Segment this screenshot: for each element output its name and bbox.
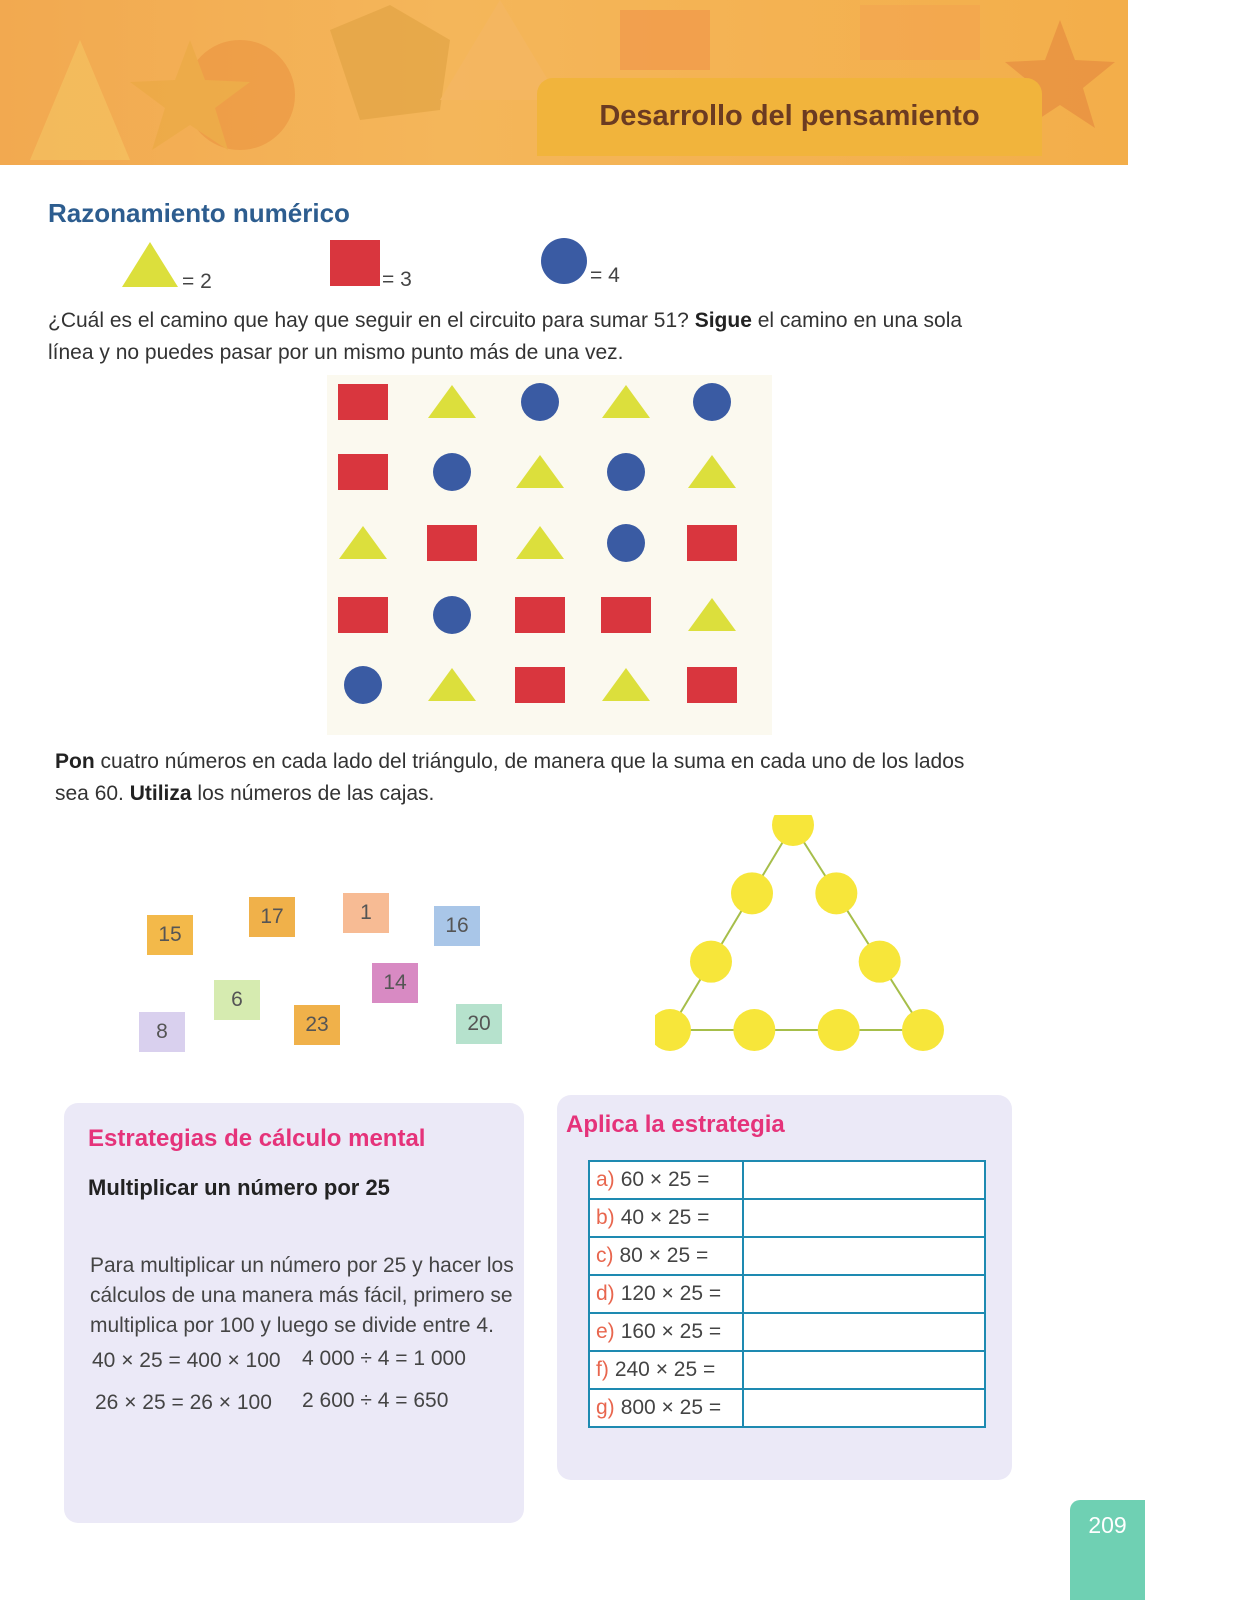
question-1-line-1 (48, 304, 1008, 337)
apply-expression: 120 × 25 = (620, 1282, 722, 1305)
grid-square-r4-c3 (515, 597, 565, 633)
apply-question-cell (589, 1313, 743, 1351)
strategy-example-1a: 40 × 25 = 400 × 100 (92, 1349, 281, 1372)
apply-expression: 80 × 25 = (619, 1244, 709, 1267)
grid-triangle-r2-c5 (688, 455, 736, 488)
apply-row (589, 1275, 985, 1313)
apply-letter: f) (596, 1358, 609, 1381)
question-2-bold-2: Utiliza (129, 782, 192, 805)
number-box-14 (372, 963, 418, 1003)
header-title-box (537, 78, 1042, 156)
apply-question-cell (589, 1389, 743, 1427)
apply-expression: 160 × 25 = (620, 1320, 722, 1343)
grid-triangle-r5-c2 (428, 668, 476, 701)
grid-square-r5-c3 (515, 667, 565, 703)
strategy-example-2a: 26 × 25 = 26 × 100 (95, 1391, 272, 1414)
triangle-edge-2 (793, 825, 923, 1030)
grid-square-r2-c1 (338, 454, 388, 490)
legend-triangle-icon (120, 240, 180, 290)
strategy-text-line-2: cálculos de una manera más fácil, primero se (90, 1284, 513, 1307)
grid-square-r3-c2 (427, 525, 477, 561)
question-2-bold-1: Pon (55, 750, 95, 773)
shape-circuit-grid (327, 375, 772, 735)
number-box-16 (434, 906, 480, 946)
legend-square-icon (330, 240, 380, 286)
triangle-puzzle (655, 815, 975, 1085)
number-box-value: 8 (156, 1020, 168, 1043)
legend-circle-value: = 4 (590, 264, 620, 287)
apply-expression: 240 × 25 = (614, 1358, 716, 1381)
strategy-explanation (90, 1251, 520, 1341)
triangle-node-9[interactable] (902, 1009, 944, 1051)
apply-answer-cell[interactable] (743, 1275, 985, 1313)
grid-circle-r2-c4 (607, 453, 645, 491)
apply-expression: 800 × 25 = (620, 1396, 722, 1419)
number-box-17 (249, 897, 295, 937)
apply-letter: b) (596, 1206, 615, 1229)
apply-question-cell (589, 1351, 743, 1389)
triangle-puzzle-diagram (655, 815, 975, 1085)
grid-square-r3-c5 (687, 525, 737, 561)
grid-triangle-r1-c4 (602, 385, 650, 418)
section-title: Razonamiento numérico (48, 198, 350, 228)
header-banner (0, 0, 1128, 165)
strategy-text-line-1: Para multiplicar un número por 25 y hacer los (90, 1254, 514, 1277)
question-2-line-1 (55, 745, 1015, 778)
apply-title: Aplica la estrategia (566, 1111, 785, 1138)
strategy-text-line-3: multiplica por 100 y luego se divide entre 4. (90, 1314, 494, 1337)
grid-square-r4-c1 (338, 597, 388, 633)
apply-question-cell (589, 1199, 743, 1237)
banner-rect-shape (620, 10, 710, 70)
number-box-6 (214, 980, 260, 1020)
apply-row (589, 1351, 985, 1389)
grid-square-r4-c4 (601, 597, 651, 633)
triangle-node-2[interactable] (731, 872, 773, 914)
grid-triangle-r3-c1 (339, 526, 387, 559)
page-number-tab (1070, 1500, 1145, 1600)
grid-square-r1-c1 (338, 384, 388, 420)
triangle-node-4[interactable] (815, 872, 857, 914)
grid-triangle-r1-c2 (428, 385, 476, 418)
triangle-node-5[interactable] (859, 941, 901, 983)
strategy-title: Estrategias de cálculo mental (88, 1125, 426, 1152)
grid-triangle-r2-c3 (516, 455, 564, 488)
apply-answer-cell[interactable] (743, 1161, 985, 1199)
triangle-node-7[interactable] (733, 1009, 775, 1051)
apply-row (589, 1237, 985, 1275)
strategy-card (64, 1103, 524, 1523)
number-box-value: 6 (231, 988, 243, 1011)
number-box-value: 20 (467, 1012, 491, 1035)
number-box-15 (147, 915, 193, 955)
question-2-text-2a: sea 60. (55, 782, 124, 805)
apply-answer-cell[interactable] (743, 1351, 985, 1389)
header-title: Desarrollo del pensamiento (599, 100, 980, 132)
apply-question-cell (589, 1161, 743, 1199)
question-2-text-2b: los números de las cajas. (197, 782, 435, 805)
apply-row (589, 1389, 985, 1427)
grid-triangle-r5-c4 (602, 668, 650, 701)
apply-answer-cell[interactable] (743, 1199, 985, 1237)
grid-square-r5-c5 (687, 667, 737, 703)
shape-circuit-panel (327, 375, 772, 735)
apply-table (588, 1160, 986, 1428)
number-box-1 (343, 893, 389, 933)
triangle-node-3[interactable] (690, 941, 732, 983)
number-box-value: 17 (260, 905, 284, 928)
grid-circle-r1-c5 (693, 383, 731, 421)
apply-answer-cell[interactable] (743, 1313, 985, 1351)
number-box-value: 16 (445, 914, 469, 937)
grid-circle-r4-c2 (433, 596, 471, 634)
grid-circle-r5-c1 (344, 666, 382, 704)
question-1-line-2: línea y no puedes pasar por un mismo punto más de una vez. (48, 341, 624, 364)
question-1-text-a: ¿Cuál es el camino que hay que seguir en el circuito para sumar 51? (48, 309, 689, 332)
triangle-edge-1 (670, 825, 793, 1030)
legend-circle-icon (540, 237, 588, 285)
apply-letter: g) (596, 1396, 615, 1419)
grid-triangle-r4-c5 (688, 598, 736, 631)
apply-letter: a) (596, 1168, 615, 1191)
apply-table-body (589, 1161, 985, 1427)
grid-triangle-r3-c3 (516, 526, 564, 559)
apply-expression: 40 × 25 = (620, 1206, 710, 1229)
question-1-text-b: el camino en una sola (757, 309, 963, 332)
strategy-example-1b: 4 000 ÷ 4 = 1 000 (302, 1347, 466, 1370)
triangle-node-6[interactable] (655, 1009, 691, 1051)
legend-triangle-value: = 2 (182, 270, 212, 293)
number-box-8 (139, 1012, 185, 1052)
apply-row (589, 1199, 985, 1237)
apply-question-cell (589, 1237, 743, 1275)
number-box-value: 15 (158, 923, 182, 946)
apply-answer-cell[interactable] (743, 1389, 985, 1427)
apply-letter: c) (596, 1244, 614, 1267)
apply-row (589, 1313, 985, 1351)
apply-letter: d) (596, 1282, 615, 1305)
banner-rect-shape-2 (860, 5, 980, 60)
strategy-example-2b: 2 600 ÷ 4 = 650 (302, 1389, 449, 1412)
question-2-line-2 (55, 777, 1015, 810)
triangle-node-1[interactable] (772, 815, 814, 846)
grid-circle-r1-c3 (521, 383, 559, 421)
legend-square-value: = 3 (382, 268, 412, 291)
banner-hexagon-shape (330, 5, 450, 120)
strategy-subtitle: Multiplicar un número por 25 (88, 1175, 390, 1200)
number-box-value: 14 (383, 971, 407, 994)
number-box-value: 23 (305, 1013, 329, 1036)
triangle-node-8[interactable] (818, 1009, 860, 1051)
number-box-23 (294, 1005, 340, 1045)
page-number: 209 (1088, 1512, 1127, 1538)
number-box-value: 1 (360, 901, 372, 924)
apply-answer-cell[interactable] (743, 1237, 985, 1275)
question-2-text-1: cuatro números en cada lado del triángulo, de manera que la suma en cada uno de los lados (100, 750, 965, 773)
apply-letter: e) (596, 1320, 615, 1343)
grid-circle-r2-c2 (433, 453, 471, 491)
question-1-bold: Sigue (694, 309, 752, 332)
apply-question-cell (589, 1275, 743, 1313)
banner-triangle-shape (30, 40, 130, 160)
apply-expression: 60 × 25 = (620, 1168, 710, 1191)
number-box-20 (456, 1004, 502, 1044)
apply-row (589, 1161, 985, 1199)
grid-circle-r3-c4 (607, 524, 645, 562)
